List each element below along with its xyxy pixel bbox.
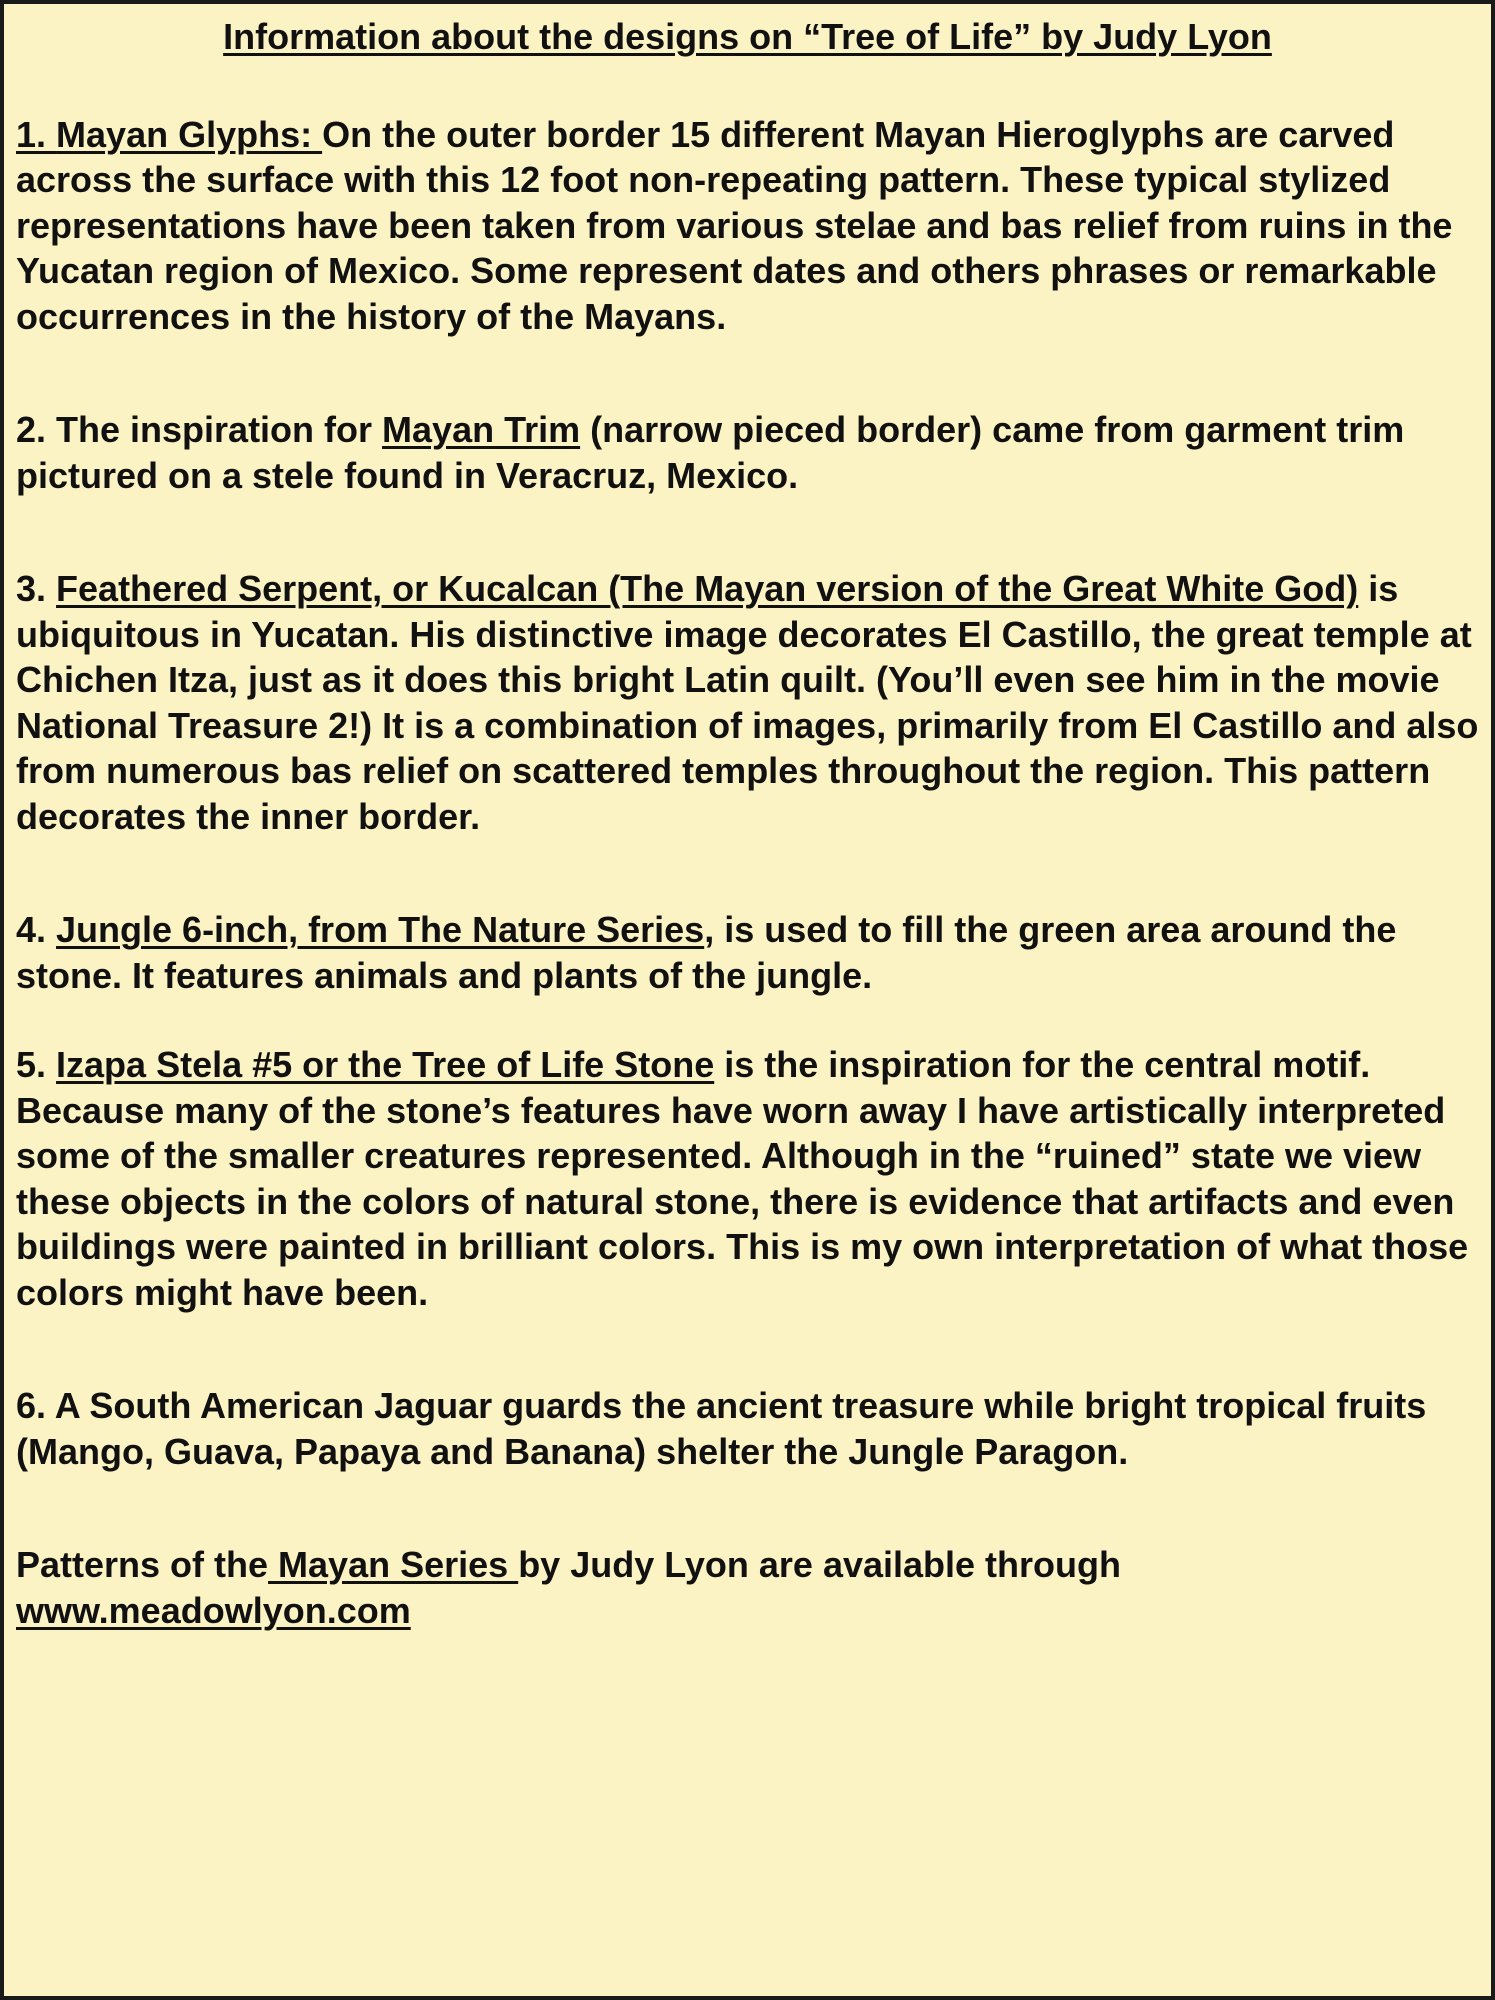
document-title: Information about the designs on “Tree of Life” by Judy Lyon: [223, 16, 1272, 57]
footer-suffix: by Judy Lyon are available through: [518, 1544, 1121, 1585]
footer-series-link: Mayan Series: [268, 1544, 519, 1585]
item-3-text: is ubiquitous in Yucatan. His distinctive image decorates El Castillo, the great temple at Chichen Itza, just as it does this bright Latin quilt. (You’ll even see him in the movie National Treasure 2!) It is a combination of images, primarily from El Castillo and also from numerous bas relief on scattered temples throughout the region. This pattern decorates the inner border.: [16, 568, 1479, 837]
item-2-text: (narrow pieced border) came from garment trim pictured on a stele found in Veracruz, Mexico.: [16, 409, 1405, 496]
item-1-number: 1.: [16, 113, 57, 155]
item-5-number: 5.: [16, 1044, 57, 1085]
item-5-text: is the inspiration for the central motif. Because many of the stone’s features have worn away I have artistically interpreted some of the smaller creatures represented. Although in the “ruined” state we view these objects in the colors of natural stone, there is evidence that artifacts and even buildings were painted in brilliant colors. This is my own interpretation of what those colors might have been.: [16, 1044, 1469, 1313]
item-1-heading: [16, 114, 322, 155]
item-jungle: [16, 907, 1479, 998]
item-4-text: , is used to fill the green area around the stone. It features animals and plants of the jungle.: [16, 909, 1397, 996]
item-mayan-trim: [16, 407, 1479, 498]
item-3-link: Feathered Serpent, or Kucalcan (The Mayan version of the Great White God): [56, 568, 1359, 609]
item-5-link: Izapa Stela #5 or the Tree of Life Stone: [56, 1044, 715, 1085]
item-izapa-stela: [16, 1042, 1479, 1315]
item-2-prefix: 2. The inspiration for: [16, 409, 383, 450]
item-1-text: On the outer border 15 different Mayan Hieroglyphs are carved across the surface with this 12 foot non-repeating pattern. These typical stylized representations have been taken from various stelae and bas relief from ruins in the Yucatan region of Mexico. Some represent dates and others phrases or remarkable occurrences in the history of the Mayans.: [16, 113, 1453, 337]
item-jaguar: 6. A South American Jaguar guards the ancient treasure while bright tropical fruits (Mango, Guava, Papaya and Banana) shelter the Jungle Paragon.: [16, 1385, 1427, 1472]
item-4-number: 4.: [16, 909, 57, 950]
item-mayan-glyphs: [16, 112, 1479, 340]
item-4-link: Jungle 6-inch, from The Nature Series: [56, 909, 705, 950]
footer-prefix: Patterns of the: [16, 1544, 269, 1585]
footer-note: [16, 1542, 1479, 1633]
item-2-link: Mayan Trim: [382, 409, 581, 450]
item-feathered-serpent: [16, 566, 1479, 839]
item-3-number: 3.: [16, 568, 57, 609]
footer-url-link[interactable]: www.meadowlyon.com: [16, 1589, 411, 1631]
item-1-link: Mayan Glyphs:: [56, 113, 323, 155]
